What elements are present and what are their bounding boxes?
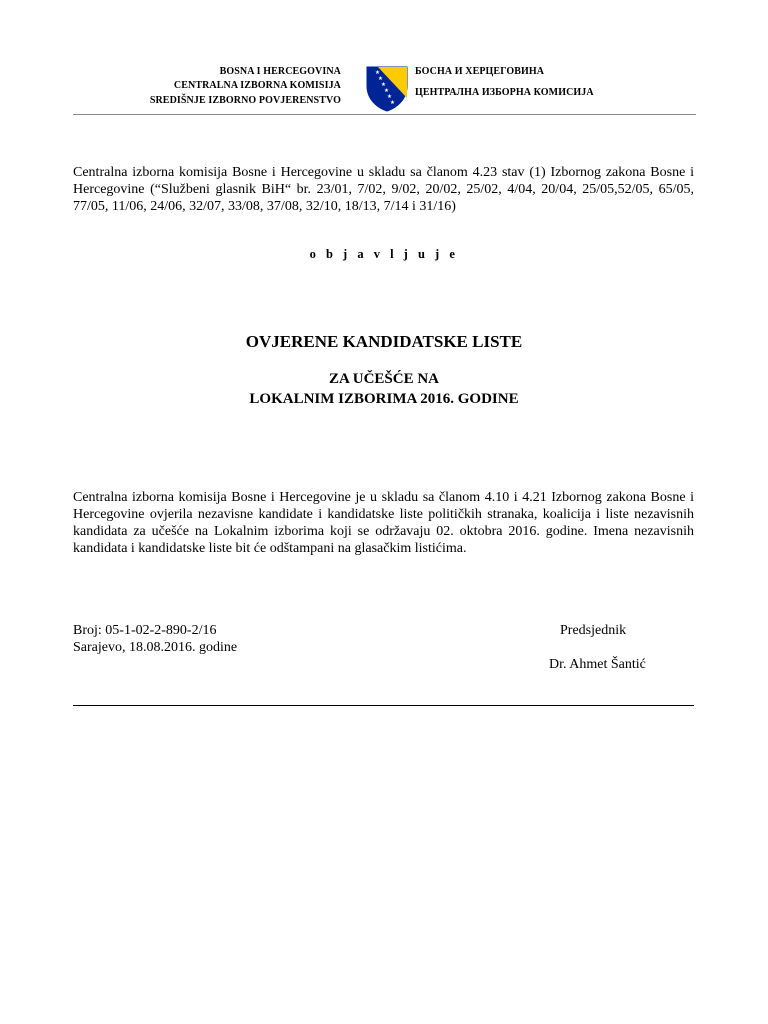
svg-text:★: ★ xyxy=(381,82,386,88)
reference-number: Broj: 05-1-02-2-890-2/16 xyxy=(73,623,217,638)
letterhead-country-cyrillic: БОСНА И ХЕРЦЕГОВИНА xyxy=(415,66,545,77)
document-title: OVJERENE KANDIDATSKE LISTE xyxy=(245,332,523,351)
body-paragraph: Centralna izborna komisija Bosne i Hercegovine je u skladu sa članom 4.10 i 4.21 Izbornog zakona Bosne i Hercegovine ovjerila nezavisne kandidate i kandidatske liste političkih stranaka, koalicija i liste nezavisnih kandidata za učešće na Lokalnim izborima koji se održavaju 02. oktobra 2016. godine. Imena nezavisnih kandidata i kandidatske liste bit će odštampani na glasačkim listićima. xyxy=(73,490,694,556)
svg-text:★: ★ xyxy=(387,94,392,100)
proclaims-heading: o b j a v l j u j e xyxy=(309,247,459,261)
letterhead-commission-bs: CENTRALNA IZBORNA KOMISIJA xyxy=(173,80,341,91)
letterhead-commission-cyrillic: ЦЕНТРАЛНА ИЗБОРНА КОМИСИЈА xyxy=(415,87,594,98)
svg-text:★: ★ xyxy=(375,70,380,76)
document-subtitle-line2: LOKALNIM IZBORIMA 2016. GODINE xyxy=(249,391,519,407)
document-subtitle-line1: ZA UČEŠĆE NA xyxy=(328,371,440,387)
letterhead-commission-hr: SREDIŠNJE IZBORNO POVJERENSTVO xyxy=(149,95,341,106)
letterhead-country-latin: BOSNA I HERCEGOVINA xyxy=(219,66,341,77)
coat-of-arms-icon xyxy=(366,66,408,112)
header-divider xyxy=(73,114,696,115)
svg-text:★: ★ xyxy=(384,88,389,94)
place-and-date: Sarajevo, 18.08.2016. godine xyxy=(73,640,238,655)
president-name: Dr. Ahmet Šantić xyxy=(549,657,646,672)
footer-divider xyxy=(73,705,694,706)
president-title: Predsjednik xyxy=(560,623,627,638)
intro-paragraph: Centralna izborna komisija Bosne i Hercegovine u skladu sa članom 4.23 stav (1) Izbornog zakona Bosne i Hercegovine (“Službeni glasnik BiH“ br. 23/01, 7/02, 9/02, 20/02, 25/02, 4/04, 20/04, 25/05,52/05, 65/05, 77/05, 11/06, 24/06, 32/07, 33/08, 37/08, 32/10, 18/13, 7/14 i 31/16) xyxy=(73,165,694,214)
svg-text:★: ★ xyxy=(378,76,383,82)
svg-text:★: ★ xyxy=(390,100,395,106)
